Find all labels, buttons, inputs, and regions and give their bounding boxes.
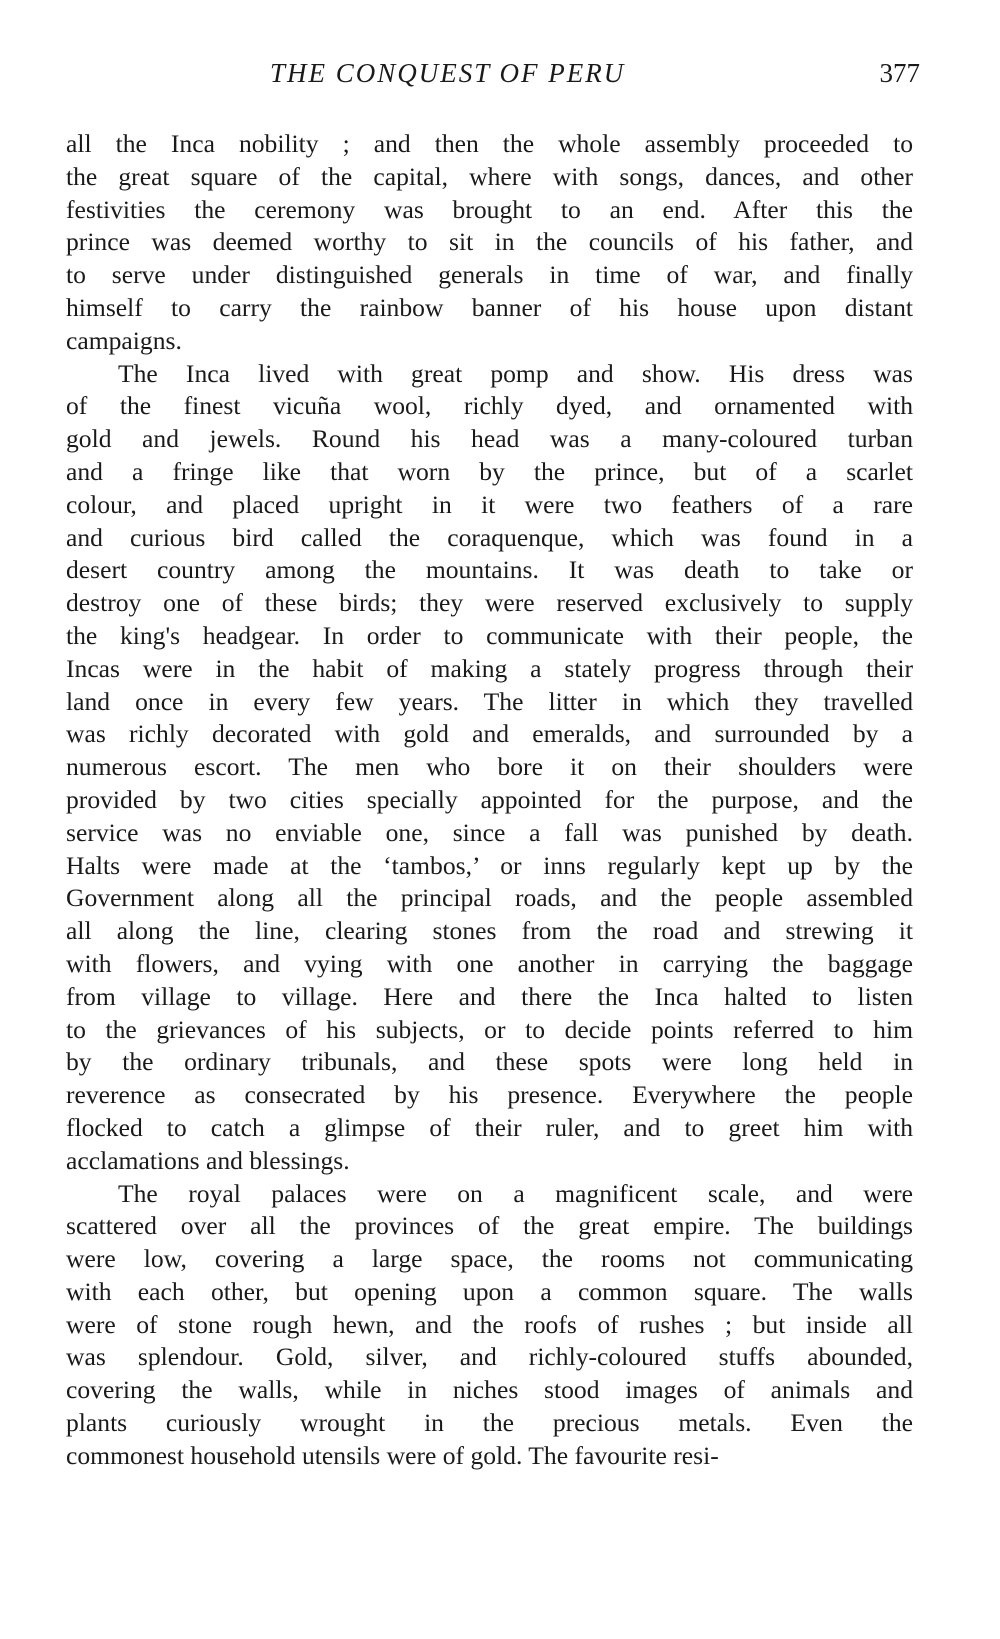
text-line: was richly decorated with gold and emeralds, and surrounded by a [66,719,913,749]
text-line: to serve under distinguished generals in time of war, and finally [66,260,913,290]
text-line: prince was deemed worthy to sit in the councils of his father, and [66,227,913,257]
text-line: with each other, but opening upon a common square. The walls [66,1276,913,1306]
paragraph-2 [66,358,913,1178]
text-line: commonest household utensils were of gold. The favourite resi- [66,1440,719,1470]
text-line: was splendour. Gold, silver, and richly-coloured stuffs abounded, [66,1342,913,1372]
text-line: all the Inca nobility ; and then the whole assembly proceeded to [66,129,913,158]
text-line: the king's headgear. In order to communicate with their people, the [66,620,913,650]
text-line: campaigns. [66,325,182,355]
text-line: himself to carry the rainbow banner of his house upon distant [66,292,913,322]
text-line: of the finest vicuña wool, richly dyed, and ornamented with [66,391,913,421]
text-line: by the ordinary tribunals, and these spots were long held in [66,1047,913,1077]
text-line: Government along all the principal roads, and the people assembled [66,883,913,913]
text-line: all along the line, clearing stones from the road and strewing it [66,916,913,946]
running-head [120,58,920,98]
text-line: acclamations and blessings. [66,1145,350,1175]
body-text [66,128,913,1473]
text-line: reverence as consecrated by his presence. Everywhere the people [66,1080,913,1110]
text-line: and curious bird called the coraquenque, which was found in a [66,522,913,552]
text-line: and a fringe like that worn by the prince, but of a scarlet [66,456,913,486]
text-line: from village to village. Here and there the Inca halted to listen [66,981,913,1011]
text-line: with flowers, and vying with one another in carrying the baggage [66,948,913,978]
text-line: numerous escort. The men who bore it on their shoulders were [66,752,913,782]
text-line: festivities the ceremony was brought to an end. After this the [66,194,913,224]
text-line: desert country among the mountains. It was death to take or [66,555,913,585]
paragraph-3 [66,1178,913,1473]
text-line: scattered over all the provinces of the great empire. The buildings [66,1211,913,1241]
text-line: Halts were made at the ‘tambos,’ or inns regularly kept up by the [66,850,913,880]
text-line: flocked to catch a glimpse of their ruler, and to greet him with [66,1112,913,1142]
text-line: to the grievances of his subjects, or to decide points referred to him [66,1014,913,1044]
text-line: Incas were in the habit of making a stately progress through their [66,653,913,683]
text-line: The Inca lived with great pomp and show. His dress was [118,358,913,388]
text-line: land once in every few years. The litter in which they travelled [66,686,913,716]
page-number: 377 [879,58,920,88]
text-line: were low, covering a large space, the rooms not communicating [66,1244,913,1274]
paragraph-1 [66,128,913,358]
text-line: service was no enviable one, since a fall was punished by death. [66,817,913,847]
text-line: provided by two cities specially appointed for the purpose, and the [66,784,913,814]
text-line: the great square of the capital, where with songs, dances, and other [66,161,913,191]
text-line: plants curiously wrought in the precious metals. Even the [66,1408,913,1438]
running-title: THE CONQUEST OF PERU [270,58,626,88]
text-line: covering the walls, while in niches stood images of animals and [66,1375,913,1405]
text-line: were of stone rough hewn, and the roofs of rushes ; but inside all [66,1309,913,1339]
text-line: The royal palaces were on a magnificent scale, and were [118,1178,913,1208]
text-line: gold and jewels. Round his head was a many-coloured turban [66,424,913,454]
text-line: colour, and placed upright in it were two feathers of a rare [66,489,913,519]
text-line: destroy one of these birds; they were reserved exclusively to supply [66,588,913,618]
